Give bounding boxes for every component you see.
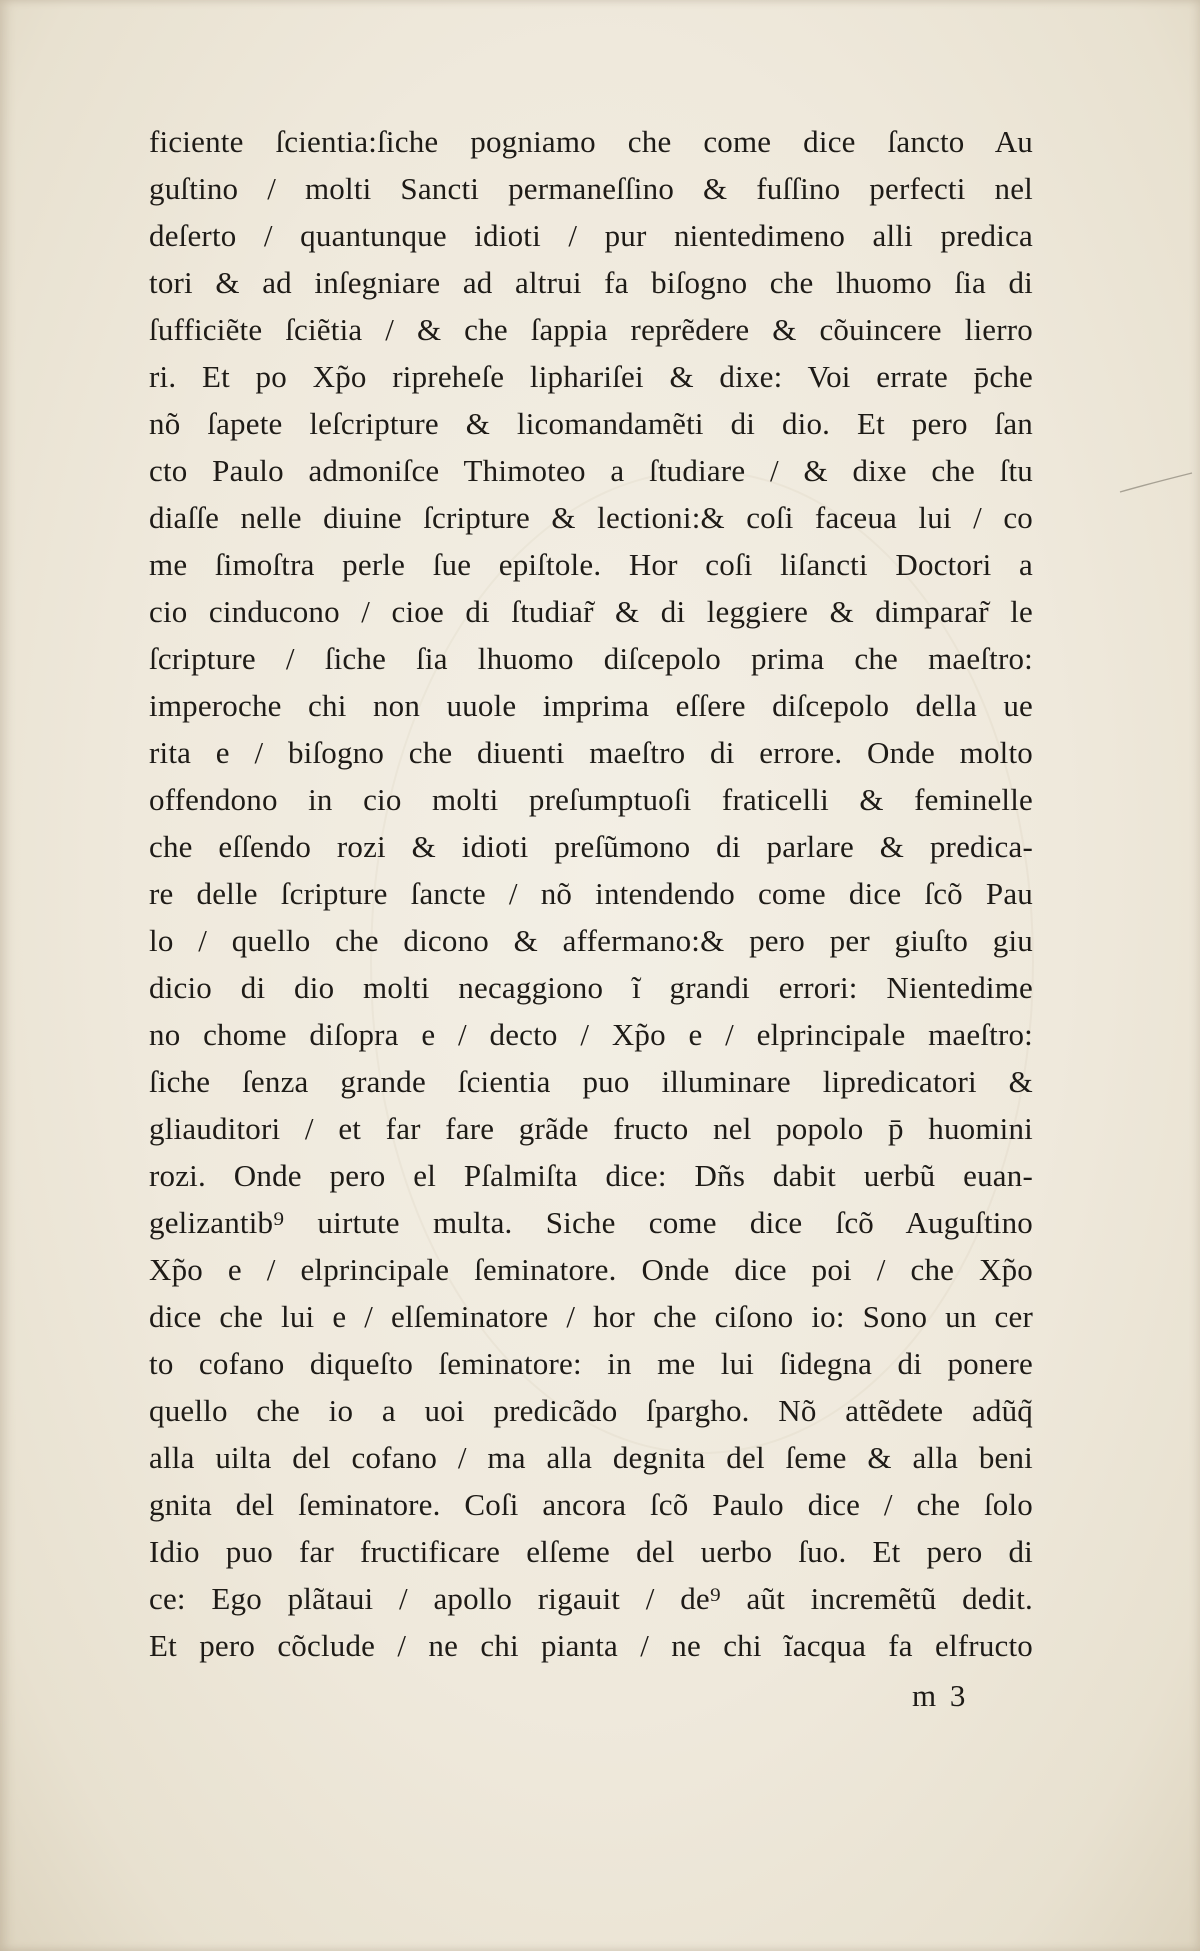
text-line: Xp̃o e / elprincipale ſeminatore. Onde dice poi / che Xp̃o	[149, 1252, 1033, 1287]
text-line: Idio puo far fructificare elſeme del uerbo ſuo. Et pero di	[149, 1534, 1033, 1569]
text-line: cto Paulo admoniſce Thimoteo a ſtudiare / & dixe che ſtu	[149, 453, 1033, 488]
text-line: diaſſe nelle diuine ſcripture & lectioni:& coſi faceua lui / co	[149, 500, 1033, 535]
text-line: lo / quello che dicono & affermano:& pero per giuſto giu	[149, 923, 1033, 958]
text-line: ſiche ſenza grande ſcientia puo illuminare lipredicatori &	[149, 1064, 1033, 1099]
text-line: imperoche chi non uuole imprima eſſere diſcepolo della ue	[149, 688, 1033, 723]
stray-mark	[1118, 470, 1194, 496]
text-line: ri. Et po Xp̃o ripreheſe liphariſei & dixe: Voi errate p̄che	[149, 359, 1033, 394]
text-line: dice che lui e / elſeminatore / hor che ciſono io: Sono un cer	[149, 1299, 1033, 1334]
text-line: gelizantib⁹ uirtute multa. Siche come dice ſcõ Auguſtino	[149, 1205, 1033, 1240]
text-line: rita e / biſogno che diuenti maeſtro di errore. Onde molto	[149, 735, 1033, 770]
text-line: alla uilta del cofano / ma alla degnita del ſeme & alla beni	[149, 1440, 1033, 1475]
text-line: offendono in cio molti preſumptuoſi fraticelli & feminelle	[149, 782, 1033, 817]
text-line: no chome diſopra e / decto / Xp̃o e / elprincipale maeſtro:	[149, 1017, 1033, 1052]
text-line: quello che io a uoi predicãdo ſpargho. Nõ attẽdete adũq̃	[149, 1393, 1033, 1428]
text-line: nõ ſapete leſcripture & licomandamẽti di dio. Et pero ſan	[149, 406, 1033, 441]
text-line: ce: Ego plãtaui / apollo rigauit / de⁹ aũt incremẽtũ dedit.	[149, 1581, 1033, 1616]
text-line: cio cinducono / cioe di ſtudiar̃ & di leggiere & dimparar̃ le	[149, 594, 1033, 629]
body-text	[149, 118, 1033, 1669]
text-line: Et pero cõclude / ne chi pianta / ne chi ĩacqua fa elfructo	[149, 1628, 1033, 1663]
text-line: tori & ad inſegniare ad altrui fa biſogno che lhuomo ſia di	[149, 265, 1033, 300]
text-line: gnita del ſeminatore. Coſi ancora ſcõ Paulo dice / che ſolo	[149, 1487, 1033, 1522]
text-line: che eſſendo rozi & idioti preſũmono di parlare & predica-	[149, 829, 1033, 864]
text-line: ſcripture / ſiche ſia lhuomo diſcepolo prima che maeſtro:	[149, 641, 1033, 676]
text-line: ficiente ſcientia:ſiche pogniamo che come dice ſancto Au	[149, 124, 1033, 159]
text-line: deſerto / quantunque idioti / pur nientedimeno alli predica	[149, 218, 1033, 253]
text-line: re delle ſcripture ſancte / nõ intendendo come dice ſcõ Pau	[149, 876, 1033, 911]
text-line: dicio di dio molti necaggiono ĩ grandi errori: Nientedime	[149, 970, 1033, 1005]
text-line: me ſimoſtra perle ſue epiſtole. Hor coſi liſancti Doctori a	[149, 547, 1033, 582]
text-line: rozi. Onde pero el Pſalmiſta dice: Dñs dabit uerbũ euan-	[149, 1158, 1033, 1193]
text-line: guſtino / molti Sancti permaneſſino & fuſſino perfecti nel	[149, 171, 1033, 206]
text-line: ſufficiẽte ſciẽtia / & che ſappia reprẽdere & cõuincere lierro	[149, 312, 1033, 347]
text-line: to cofano diqueſto ſeminatore: in me lui ſidegna di ponere	[149, 1346, 1033, 1381]
signature-mark: m 3	[912, 1678, 969, 1713]
text-line: gliauditori / et far fare grãde fructo nel popolo p̄ huomini	[149, 1111, 1033, 1146]
